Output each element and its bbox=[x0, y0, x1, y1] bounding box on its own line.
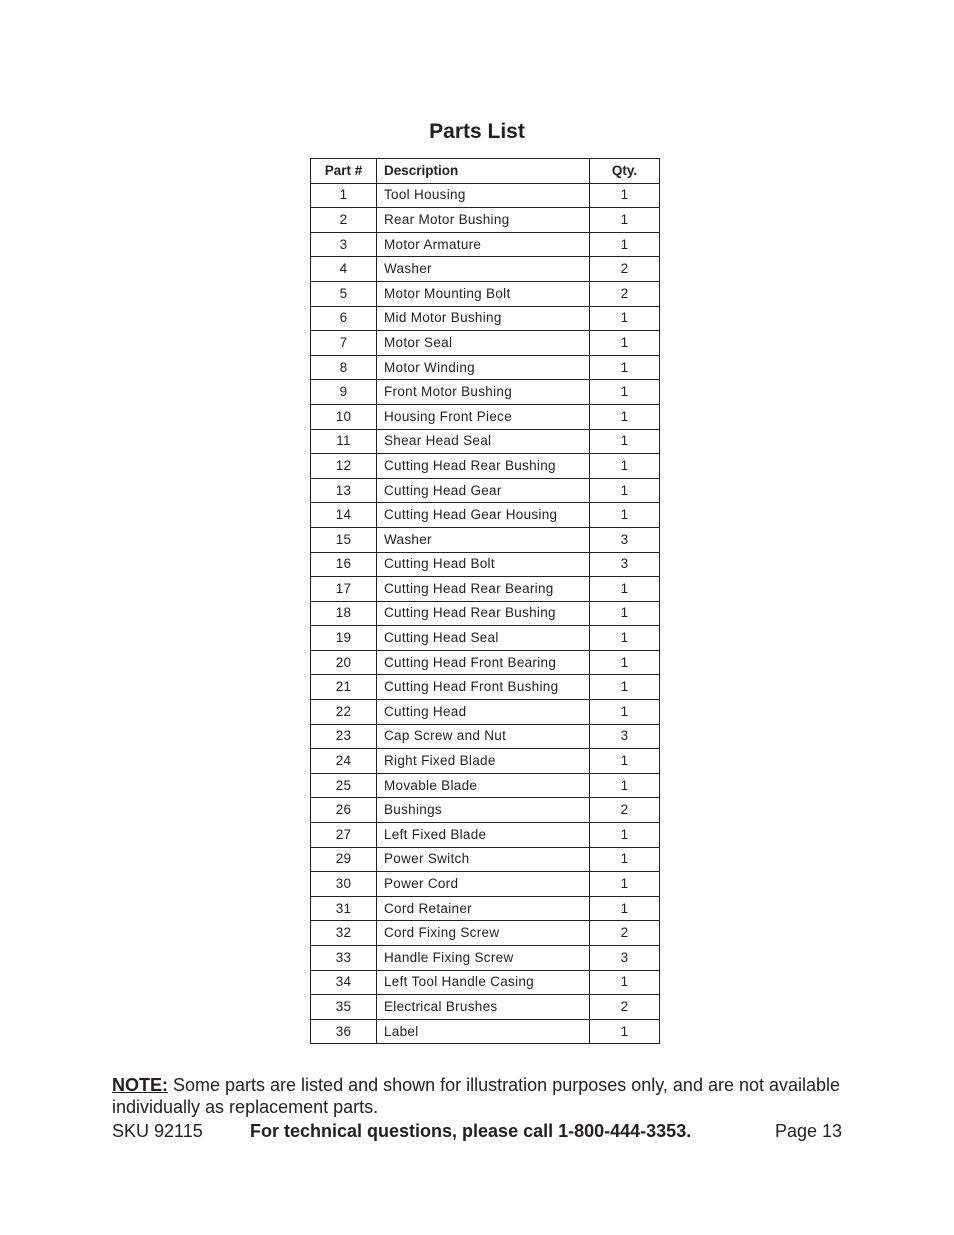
part-number-cell: 16 bbox=[311, 552, 377, 577]
table-row bbox=[311, 896, 660, 921]
description-cell: Cap Screw and Nut bbox=[377, 724, 590, 749]
quantity-cell: 3 bbox=[590, 724, 660, 749]
description-cell: Cutting Head Front Bushing bbox=[377, 675, 590, 700]
note-text: Some parts are listed and shown for illustration purposes only, and are not available individually as replacement parts. bbox=[112, 1075, 841, 1117]
table-row bbox=[311, 306, 660, 331]
quantity-cell: 1 bbox=[590, 872, 660, 897]
description-cell: Cutting Head Bolt bbox=[377, 552, 590, 577]
part-number-cell: 36 bbox=[311, 1019, 377, 1044]
table-row bbox=[311, 208, 660, 233]
description-cell: Washer bbox=[377, 257, 590, 282]
quantity-cell: 1 bbox=[590, 503, 660, 528]
quantity-cell: 2 bbox=[590, 798, 660, 823]
description-cell: Washer bbox=[377, 527, 590, 552]
table-row bbox=[311, 798, 660, 823]
quantity-cell: 1 bbox=[590, 823, 660, 848]
part-number-cell: 12 bbox=[311, 454, 377, 479]
table-row bbox=[311, 577, 660, 602]
table-row bbox=[311, 675, 660, 700]
quantity-cell: 1 bbox=[590, 896, 660, 921]
part-number-cell: 30 bbox=[311, 872, 377, 897]
table-row bbox=[311, 331, 660, 356]
table-row bbox=[311, 429, 660, 454]
quantity-cell: 3 bbox=[590, 946, 660, 971]
part-number-cell: 7 bbox=[311, 331, 377, 356]
quantity-cell: 1 bbox=[590, 454, 660, 479]
description-cell: Tool Housing bbox=[377, 183, 590, 208]
description-cell: Rear Motor Bushing bbox=[377, 208, 590, 233]
footer-sku: SKU 92115 bbox=[112, 1121, 203, 1141]
table-header-row bbox=[311, 159, 660, 184]
description-cell: Cutting Head Gear bbox=[377, 478, 590, 503]
page-footer bbox=[112, 1119, 842, 1143]
quantity-cell: 1 bbox=[590, 970, 660, 995]
table-row bbox=[311, 527, 660, 552]
part-number-cell: 3 bbox=[311, 232, 377, 257]
footer-page-number: Page 13 bbox=[774, 1121, 842, 1141]
table-row bbox=[311, 946, 660, 971]
description-cell: Motor Winding bbox=[377, 355, 590, 380]
description-cell: Handle Fixing Screw bbox=[377, 946, 590, 971]
table-row bbox=[311, 724, 660, 749]
note-paragraph bbox=[112, 1074, 852, 1118]
quantity-cell: 1 bbox=[590, 675, 660, 700]
parts-table-body bbox=[311, 183, 660, 1044]
part-number-cell: 23 bbox=[311, 724, 377, 749]
part-number-cell: 33 bbox=[311, 946, 377, 971]
part-number-cell: 18 bbox=[311, 601, 377, 626]
description-cell: Motor Mounting Bolt bbox=[377, 281, 590, 306]
description-cell: Cutting Head Gear Housing bbox=[377, 503, 590, 528]
part-number-cell: 34 bbox=[311, 970, 377, 995]
part-number-cell: 29 bbox=[311, 847, 377, 872]
quantity-cell: 3 bbox=[590, 552, 660, 577]
table-row bbox=[311, 970, 660, 995]
table-row bbox=[311, 626, 660, 651]
part-number-cell: 4 bbox=[311, 257, 377, 282]
quantity-cell: 1 bbox=[590, 331, 660, 356]
description-cell: Cord Fixing Screw bbox=[377, 921, 590, 946]
part-number-cell: 11 bbox=[311, 429, 377, 454]
description-cell: Cutting Head Front Bearing bbox=[377, 650, 590, 675]
description-cell: Cutting Head Rear Bushing bbox=[377, 454, 590, 479]
quantity-cell: 1 bbox=[590, 478, 660, 503]
page-title: Parts List bbox=[429, 120, 525, 143]
quantity-cell: 1 bbox=[590, 1019, 660, 1044]
quantity-cell: 1 bbox=[590, 183, 660, 208]
part-number-cell: 10 bbox=[311, 404, 377, 429]
part-number-cell: 22 bbox=[311, 700, 377, 725]
part-number-cell: 35 bbox=[311, 995, 377, 1020]
quantity-cell: 1 bbox=[590, 700, 660, 725]
table-row bbox=[311, 847, 660, 872]
quantity-cell: 1 bbox=[590, 847, 660, 872]
part-number-cell: 2 bbox=[311, 208, 377, 233]
quantity-cell: 2 bbox=[590, 257, 660, 282]
description-cell: Cutting Head Seal bbox=[377, 626, 590, 651]
part-number-cell: 31 bbox=[311, 896, 377, 921]
part-number-cell: 15 bbox=[311, 527, 377, 552]
quantity-cell: 1 bbox=[590, 749, 660, 774]
table-row bbox=[311, 503, 660, 528]
part-number-cell: 1 bbox=[311, 183, 377, 208]
part-number-cell: 27 bbox=[311, 823, 377, 848]
table-row bbox=[311, 872, 660, 897]
description-cell: Mid Motor Bushing bbox=[377, 306, 590, 331]
table-row bbox=[311, 552, 660, 577]
description-cell: Shear Head Seal bbox=[377, 429, 590, 454]
table-row bbox=[311, 601, 660, 626]
quantity-cell: 1 bbox=[590, 232, 660, 257]
table-row bbox=[311, 1019, 660, 1044]
quantity-cell: 1 bbox=[590, 773, 660, 798]
part-number-cell: 26 bbox=[311, 798, 377, 823]
footer-tech-support: For technical questions, please call 1-800-444-3353. bbox=[250, 1121, 692, 1141]
description-cell: Electrical Brushes bbox=[377, 995, 590, 1020]
description-cell: Right Fixed Blade bbox=[377, 749, 590, 774]
description-cell: Bushings bbox=[377, 798, 590, 823]
quantity-cell: 1 bbox=[590, 380, 660, 405]
description-cell: Left Tool Handle Casing bbox=[377, 970, 590, 995]
table-row bbox=[311, 995, 660, 1020]
table-row bbox=[311, 478, 660, 503]
description-cell: Power Cord bbox=[377, 872, 590, 897]
quantity-cell: 2 bbox=[590, 921, 660, 946]
quantity-cell: 1 bbox=[590, 626, 660, 651]
part-number-cell: 9 bbox=[311, 380, 377, 405]
table-row bbox=[311, 823, 660, 848]
quantity-cell: 3 bbox=[590, 527, 660, 552]
quantity-cell: 1 bbox=[590, 355, 660, 380]
description-cell: Cutting Head Rear Bearing bbox=[377, 577, 590, 602]
description-cell: Cutting Head bbox=[377, 700, 590, 725]
table-row bbox=[311, 355, 660, 380]
description-cell: Left Fixed Blade bbox=[377, 823, 590, 848]
part-number-cell: 20 bbox=[311, 650, 377, 675]
table-row bbox=[311, 257, 660, 282]
table-row bbox=[311, 700, 660, 725]
table-row bbox=[311, 773, 660, 798]
description-cell: Front Motor Bushing bbox=[377, 380, 590, 405]
description-cell: Motor Seal bbox=[377, 331, 590, 356]
part-number-cell: 13 bbox=[311, 478, 377, 503]
table-row bbox=[311, 232, 660, 257]
description-cell: Movable Blade bbox=[377, 773, 590, 798]
quantity-cell: 2 bbox=[590, 281, 660, 306]
table-row bbox=[311, 454, 660, 479]
table-row bbox=[311, 183, 660, 208]
header-part-number: Part # bbox=[311, 159, 377, 184]
quantity-cell: 1 bbox=[590, 650, 660, 675]
quantity-cell: 2 bbox=[590, 995, 660, 1020]
part-number-cell: 21 bbox=[311, 675, 377, 700]
quantity-cell: 1 bbox=[590, 601, 660, 626]
part-number-cell: 14 bbox=[311, 503, 377, 528]
description-cell: Cord Retainer bbox=[377, 896, 590, 921]
part-number-cell: 19 bbox=[311, 626, 377, 651]
table-row bbox=[311, 380, 660, 405]
table-row bbox=[311, 404, 660, 429]
quantity-cell: 1 bbox=[590, 429, 660, 454]
part-number-cell: 32 bbox=[311, 921, 377, 946]
quantity-cell: 1 bbox=[590, 306, 660, 331]
table-row bbox=[311, 749, 660, 774]
table-row bbox=[311, 650, 660, 675]
table-row bbox=[311, 281, 660, 306]
part-number-cell: 8 bbox=[311, 355, 377, 380]
header-quantity: Qty. bbox=[590, 159, 660, 184]
quantity-cell: 1 bbox=[590, 577, 660, 602]
description-cell: Cutting Head Rear Bushing bbox=[377, 601, 590, 626]
description-cell: Label bbox=[377, 1019, 590, 1044]
note-label: NOTE: bbox=[112, 1075, 168, 1095]
description-cell: Motor Armature bbox=[377, 232, 590, 257]
quantity-cell: 1 bbox=[590, 404, 660, 429]
parts-table bbox=[310, 158, 660, 1044]
header-description: Description bbox=[377, 159, 590, 184]
part-number-cell: 17 bbox=[311, 577, 377, 602]
quantity-cell: 1 bbox=[590, 208, 660, 233]
table-row bbox=[311, 921, 660, 946]
part-number-cell: 5 bbox=[311, 281, 377, 306]
part-number-cell: 6 bbox=[311, 306, 377, 331]
part-number-cell: 24 bbox=[311, 749, 377, 774]
description-cell: Power Switch bbox=[377, 847, 590, 872]
description-cell: Housing Front Piece bbox=[377, 404, 590, 429]
part-number-cell: 25 bbox=[311, 773, 377, 798]
